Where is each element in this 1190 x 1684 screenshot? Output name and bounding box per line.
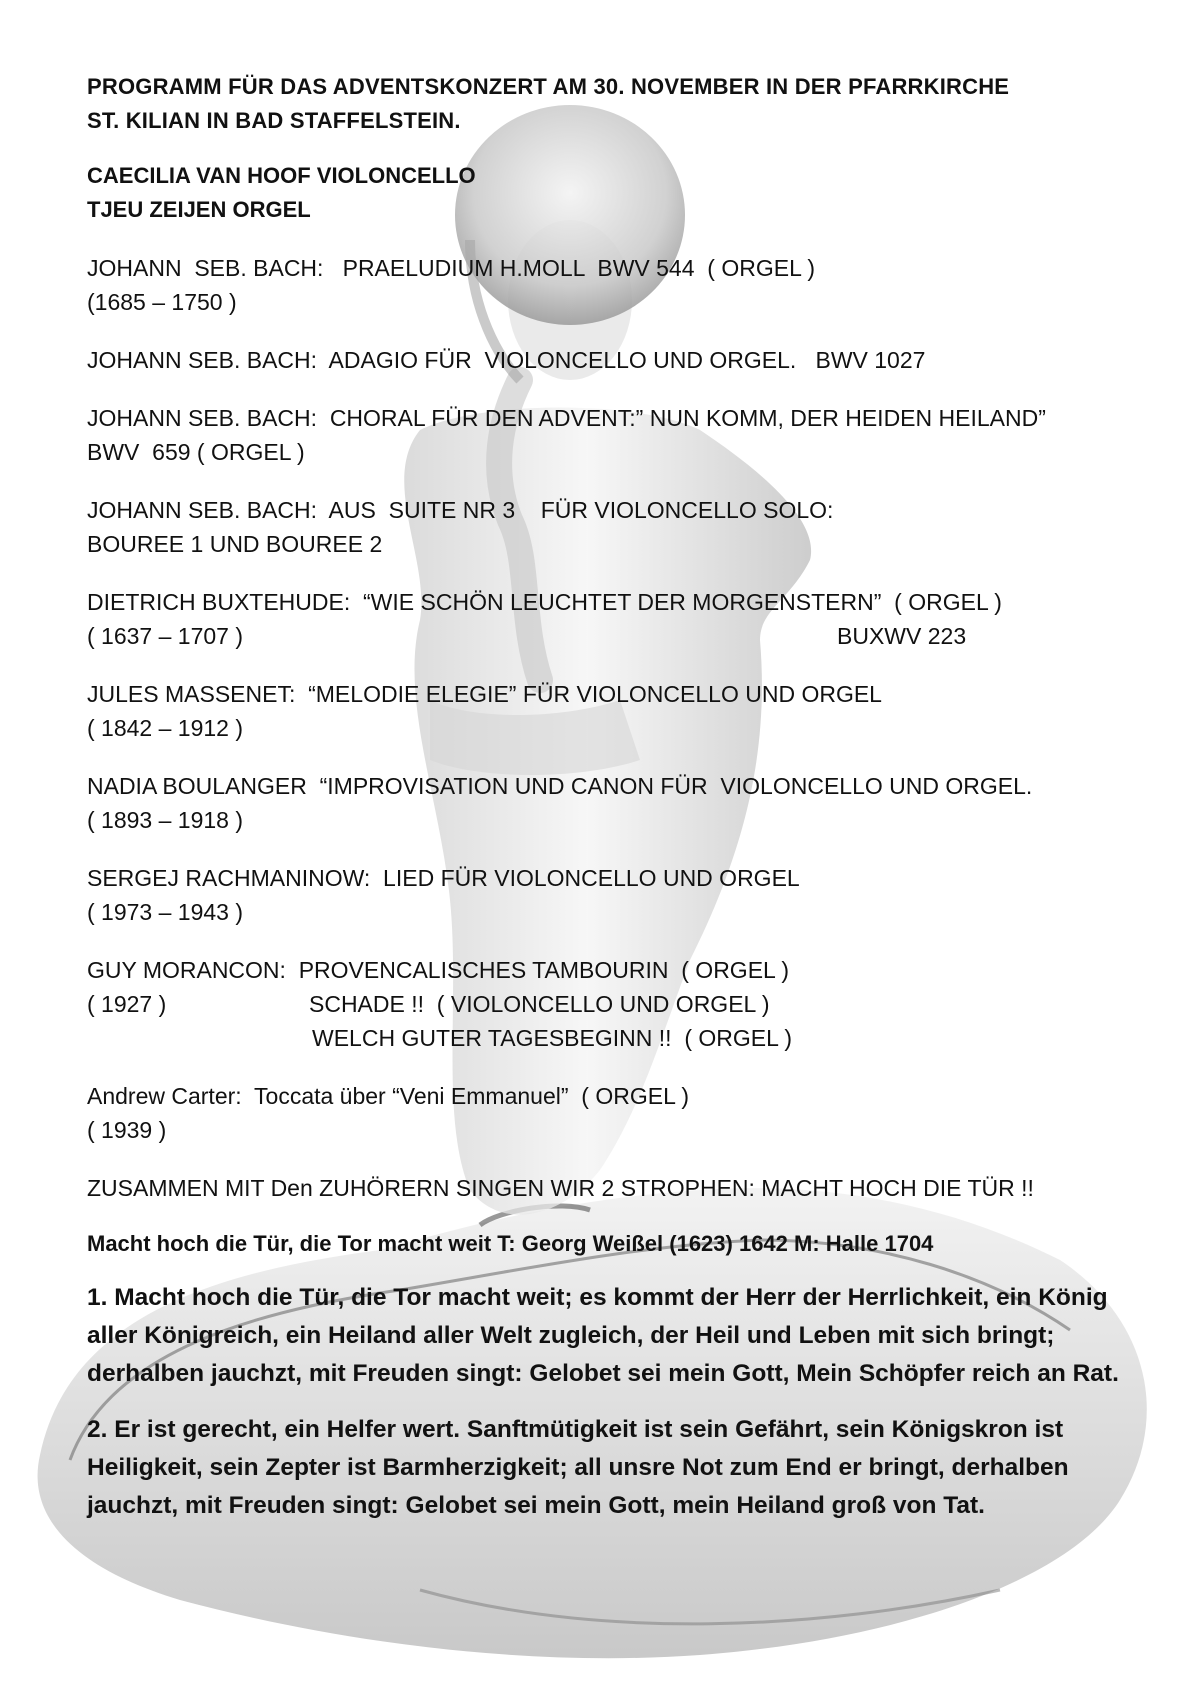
program-item-catalog: BUXWV 223	[837, 623, 967, 649]
program-item-bach-choral	[87, 401, 1127, 469]
hymn-verse-1: 1. Macht hoch die Tür, die Tor macht weit; es kommt der Herr der Herrlichkeit, ein König aller Königreich, ein Heiland aller Welt zugleich, der Heil und Leben mit sich bringt; derhalben jauchzt, mit Freuden singt: Gelobet sei mein Gott, Mein Schöpfer reich an Rat.	[87, 1284, 1119, 1387]
performer-organ: TJEU ZEIJEN ORGEL	[87, 197, 311, 222]
program-item-morancon	[87, 953, 1127, 1055]
program-document	[87, 70, 1127, 1525]
program-item-boulanger	[87, 769, 1127, 837]
program-item-years: ( 1939 )	[87, 1117, 167, 1143]
program-item-years: ( 1927 )	[87, 991, 167, 1017]
program-item-title: DIETRICH BUXTEHUDE: “WIE SCHÖN LEUCHTET DER MORGENSTERN” ( ORGEL )	[87, 589, 1002, 615]
program-item-title: JOHANN SEB. BACH: CHORAL FÜR DEN ADVENT:” NUN KOMM, DER HEIDEN HEILAND”	[87, 405, 1046, 431]
program-item-buxtehude	[87, 585, 1127, 653]
program-item-years: ( 1842 – 1912 )	[87, 715, 244, 741]
program-item-years: ( 1637 – 1707 )	[87, 623, 244, 649]
program-item-bach-adagio	[87, 343, 1127, 377]
program-item-bach-praeludium	[87, 251, 1127, 319]
program-item-years: ( 1893 – 1918 )	[87, 807, 244, 833]
program-item-line-2	[87, 987, 1127, 1021]
program-item-massenet	[87, 677, 1127, 745]
program-item-title: JULES MASSENET: “MELODIE ELEGIE” FÜR VIOLONCELLO UND ORGEL	[87, 681, 882, 707]
program-item-movements: BOUREE 1 UND BOUREE 2	[87, 531, 383, 557]
hymn-title: Macht hoch die Tür, die Tor macht weit T: Georg Weißel (1623) 1642 M: Halle 1704	[87, 1231, 934, 1256]
performers	[87, 159, 1127, 227]
program-item-rachmaninow	[87, 861, 1127, 929]
program-item-title: JOHANN SEB. BACH: AUS SUITE NR 3 FÜR VIOLONCELLO SOLO:	[87, 497, 834, 523]
program-item-years: (1685 – 1750 )	[87, 289, 237, 315]
program-item-title: JOHANN SEB. BACH: ADAGIO FÜR VIOLONCELLO UND ORGEL. BWV 1027	[87, 347, 926, 373]
singalong-note	[87, 1171, 1127, 1205]
program-item-piece-2: SCHADE !! ( VIOLONCELLO UND ORGEL )	[309, 991, 770, 1017]
program-item-carter	[87, 1079, 1127, 1147]
singalong-text: ZUSAMMEN MIT Den ZUHÖRERN SINGEN WIR 2 STROPHEN: MACHT HOCH DIE TÜR !!	[87, 1175, 1034, 1201]
program-item-catalog: BWV 659 ( ORGEL )	[87, 439, 305, 465]
program-heading	[87, 70, 1127, 138]
heading-line-2: ST. KILIAN IN BAD STAFFELSTEIN.	[87, 108, 461, 133]
program-item-title: SERGEJ RACHMANINOW: LIED FÜR VIOLONCELLO UND ORGEL	[87, 865, 800, 891]
program-item-piece-3: WELCH GUTER TAGESBEGINN !! ( ORGEL )	[312, 1025, 793, 1051]
program-item-title: Andrew Carter: Toccata über “Veni Emmanuel” ( ORGEL )	[87, 1083, 690, 1109]
program-item-title: NADIA BOULANGER “IMPROVISATION UND CANON FÜR VIOLONCELLO UND ORGEL.	[87, 773, 1033, 799]
hymn-verse-2: 2. Er ist gerecht, ein Helfer wert. Sanftmütigkeit ist sein Gefährt, sein Königskron ist Heiligkeit, sein Zepter ist Barmherzigkeit; all unsre Not zum End er bringt, derhalben jauchzt, mit Freuden singt: Gelobet sei mein Gott, mein Heiland groß von Tat.	[87, 1416, 1069, 1519]
program-item-bach-suite	[87, 493, 1127, 561]
program-item-years: ( 1973 – 1943 )	[87, 899, 244, 925]
heading-line-1: PROGRAMM FÜR DAS ADVENTSKONZERT AM 30. NOVEMBER IN DER PFARRKIRCHE	[87, 74, 1010, 99]
program-item-title: GUY MORANCON: PROVENCALISCHES TAMBOURIN ( ORGEL )	[87, 957, 790, 983]
program-item-title: JOHANN SEB. BACH: PRAELUDIUM H.MOLL BWV 544 ( ORGEL )	[87, 255, 816, 281]
performer-cello: CAECILIA VAN HOOF VIOLONCELLO	[87, 163, 476, 188]
